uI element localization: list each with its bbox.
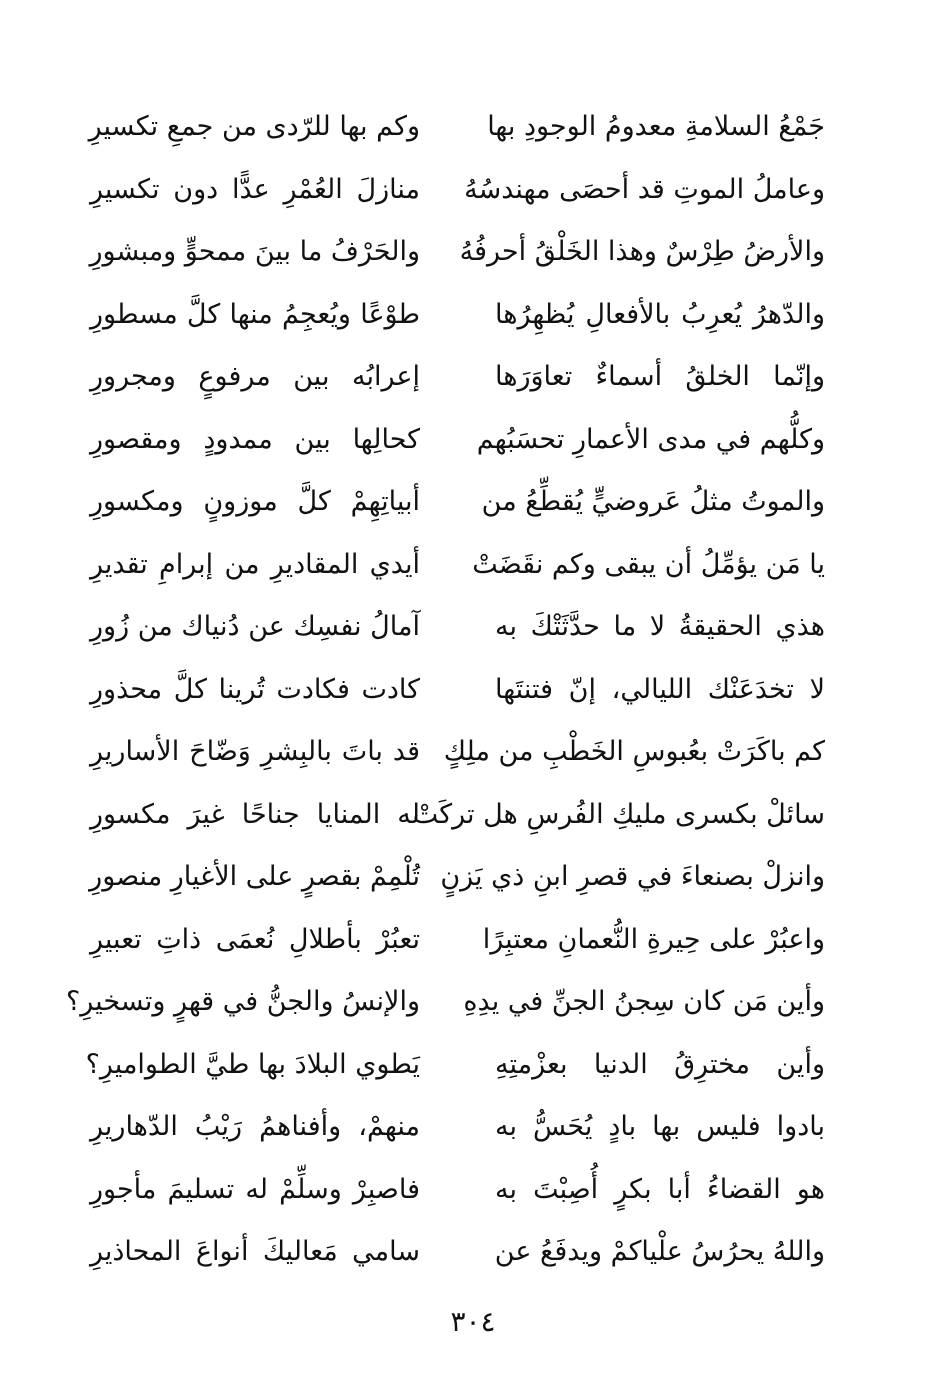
first-hemistich: والدّهرُ يُعرِبُ بالأفعالِ يُظهِرُها <box>495 298 825 330</box>
first-hemistich: واعبُرْ على حِيرةِ النُّعمانِ معتبِرًا <box>482 923 825 955</box>
verse <box>90 846 825 909</box>
poem <box>65 96 825 1284</box>
first-hemistich: وكلُّهم في مدى الأعمارِ تحسَبُهم <box>476 423 825 455</box>
verse <box>90 284 825 347</box>
first-hemistich: وانزلْ بصنعاءَ في قصرِ ابنِ ذي يَزنٍ <box>440 861 825 893</box>
verse <box>90 409 825 472</box>
second-hemistich: سامي مَعاليكَ أنواعَ المحاذيرِ <box>90 1236 420 1268</box>
verse <box>85 1034 825 1097</box>
verse <box>90 1221 825 1284</box>
verse <box>90 534 825 597</box>
second-hemistich: منهمْ، وأفناهمُ رَيْبُ الدّهاريرِ <box>90 1111 420 1143</box>
second-hemistich: أيدي المقاديرِ من إبرامِ تقديرِ <box>90 548 420 580</box>
verse <box>90 596 825 659</box>
first-hemistich: هو القضاءُ أبا بكرٍ أُصِبْتَ به <box>495 1173 825 1205</box>
first-hemistich: وعاملُ الموتِ قد أحصَى مهندسُهُ <box>464 173 825 205</box>
verse <box>90 471 825 534</box>
first-hemistich: وأين مخترِقُ الدنيا بعزْمتِهِ <box>495 1048 825 1080</box>
first-hemistich: والأرضُ طِرْسٌ وهذا الخَلْقُ أحرفُهُ <box>459 236 825 268</box>
verse <box>90 909 825 972</box>
second-hemistich: تُلْمِمْ بقصرٍ على الأغيارِ منصورِ <box>89 861 420 893</box>
second-hemistich: أبياتِهِمْ كلَّ موزونٍ ومكسورِ <box>90 486 420 518</box>
verse <box>90 659 825 722</box>
verse <box>90 1159 825 1222</box>
second-hemistich: طوْعًا ويُعجِمُ منها كلَّ مسطورِ <box>90 298 420 330</box>
second-hemistich: إعرابُه بين مرفوعٍ ومجرورِ <box>90 361 420 393</box>
verse <box>90 96 825 159</box>
second-hemistich: وكم بها للرّدى من جمعِ تكسيرِ <box>88 111 420 143</box>
first-hemistich: هذي الحقيقةُ لا ما حدَّثَتْكَ به <box>495 611 825 643</box>
second-hemistich: له المنايا جناحًا غيرَ مكسورِ <box>90 798 420 830</box>
page-number: ٣٠٤ <box>450 1305 496 1338</box>
verse <box>90 346 825 409</box>
second-hemistich: آمالُ نفسِك عن دُنياك من زُورِ <box>90 611 420 643</box>
second-hemistich: منازلَ العُمْرِ عدًّا دون تكسيرِ <box>90 173 420 205</box>
second-hemistich: والحَرْفُ ما بينَ ممحوٍّ ومبشورِ <box>89 236 420 268</box>
first-hemistich: وإنّما الخلقُ أسماءٌ تعاوَرَها <box>495 361 825 393</box>
second-hemistich: تعبُرْ بأطلالِ نُعمَى ذاتِ تعبيرِ <box>90 923 420 955</box>
first-hemistich: سائلْ بكسرى مليكِ الفُرسِ هل تركَتْ <box>412 798 825 830</box>
verse <box>65 971 825 1034</box>
verse <box>90 721 825 784</box>
first-hemistich: والموتُ مثلُ عَروضيٍّ يُقطِّعُ من <box>481 486 825 518</box>
first-hemistich: جَمْعُ السلامةِ معدومُ الوجودِ بها <box>487 111 825 143</box>
verse <box>90 784 825 847</box>
first-hemistich: وأين مَن كان سِجنُ الجنِّ في يدِهِ <box>463 986 825 1018</box>
first-hemistich: كم باكَرَتْ بعُبوسِ الخَطْبِ من ملِكٍ <box>443 736 825 768</box>
verse <box>90 159 825 222</box>
verse <box>90 221 825 284</box>
verse <box>90 1096 825 1159</box>
first-hemistich: بادوا فليس بها بادٍ يُحَسُّ به <box>495 1111 825 1143</box>
first-hemistich: واللهُ يحرُسُ علْياكمْ ويدفَعُ عن <box>494 1236 825 1268</box>
second-hemistich: يَطوي البلادَ بها طيَّ الطواميرِ؟ <box>85 1048 420 1080</box>
first-hemistich: يا مَن يؤمِّلُ أن يبقى وكم نقَضَتْ <box>472 548 825 580</box>
second-hemistich: فاصبِرْ وسلِّمْ له تسليمَ مأجورِ <box>90 1173 420 1205</box>
second-hemistich: كادت فكادت تُرينا كلَّ محذورِ <box>90 673 420 705</box>
second-hemistich: كحالِها بين ممدودٍ ومقصورِ <box>90 423 420 455</box>
first-hemistich: لا تخدَعَنْك الليالي، إنّ فتنتَها <box>495 673 825 705</box>
second-hemistich: والإنسُ والجنُّ في قهرٍ وتسخيرِ؟ <box>65 986 420 1018</box>
second-hemistich: قد باتَ بالبِشرِ وَضّاحَ الأساريرِ <box>90 736 420 768</box>
